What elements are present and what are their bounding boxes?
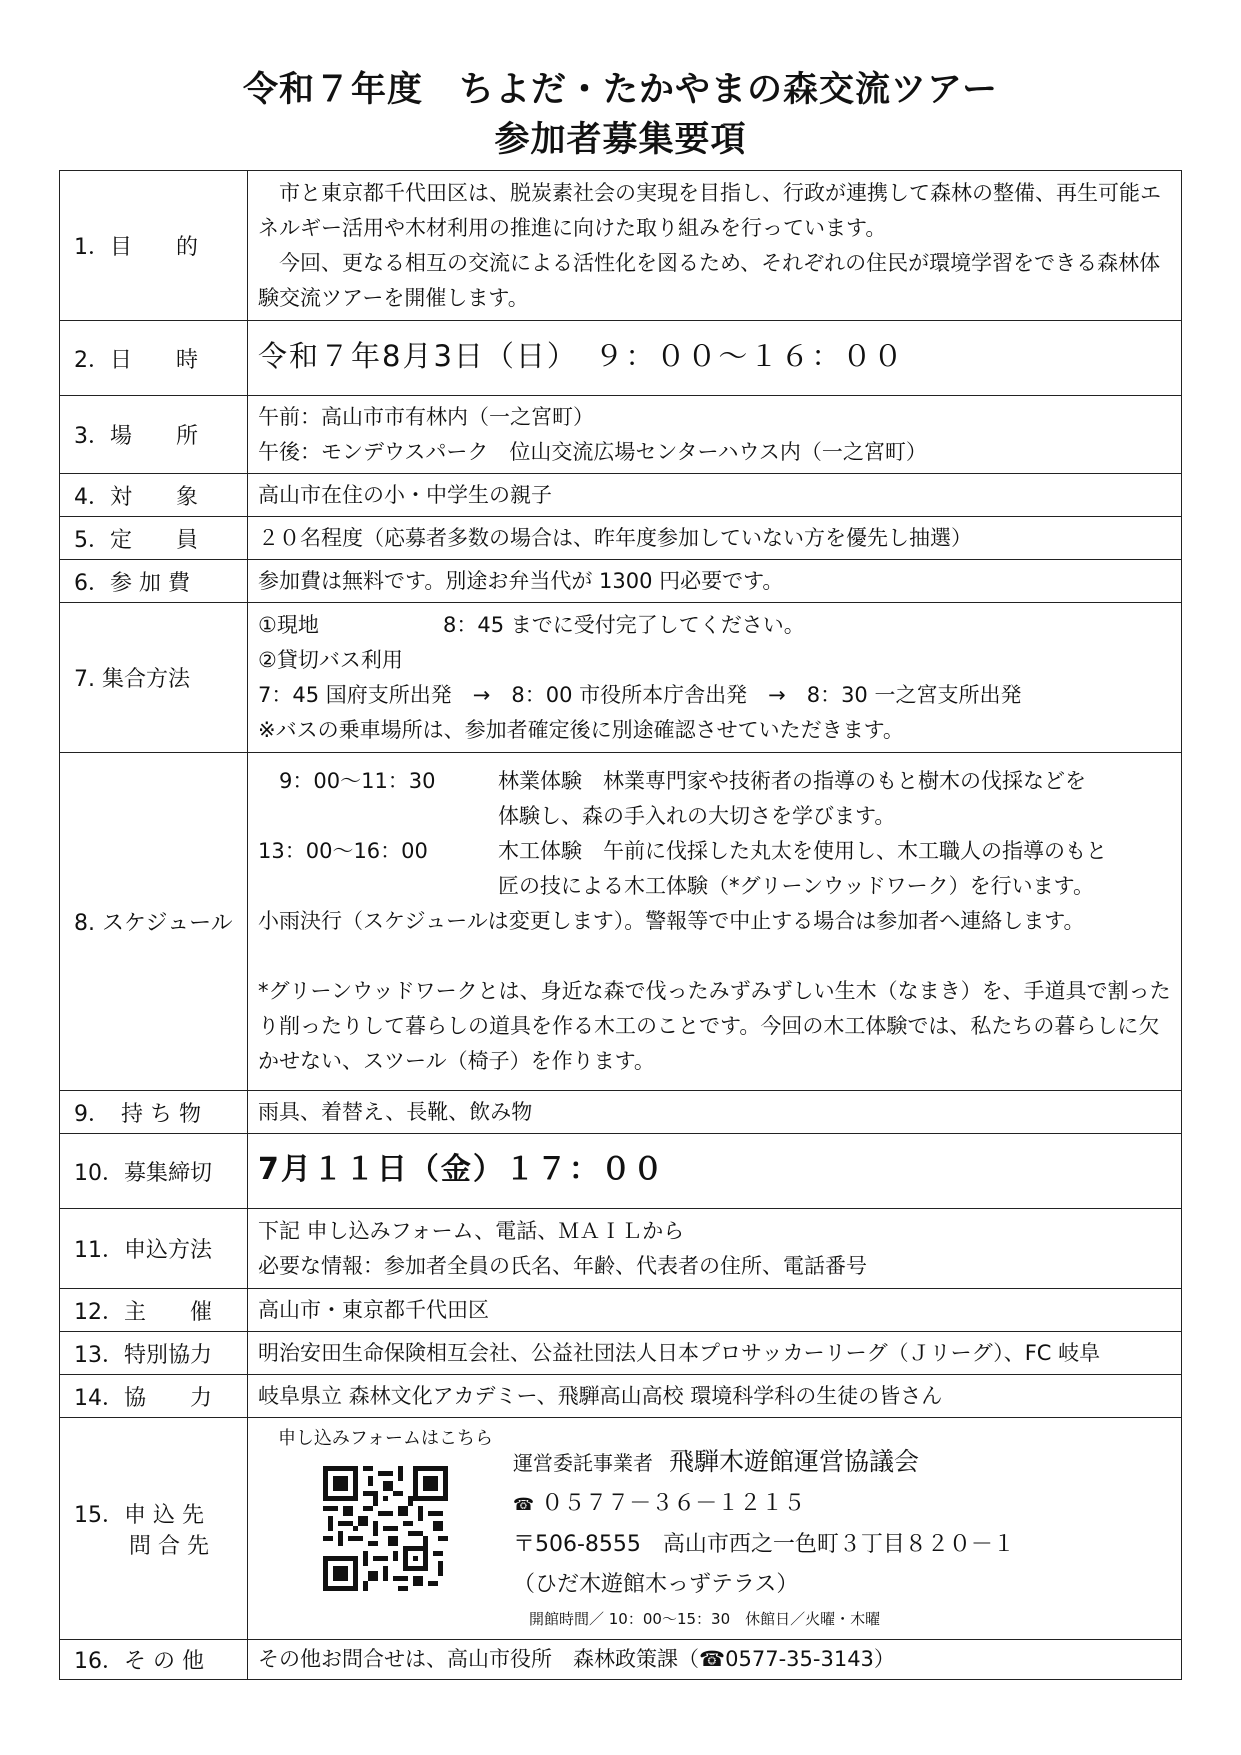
schedule-item xyxy=(258,834,1171,869)
row-label: 9． 持 ち 物 xyxy=(74,1101,201,1127)
application-methods: 下記 申し込みフォーム、電話、ＭＡＩＬから xyxy=(258,1218,685,1243)
meeting-onsite-time: 8：45 までに受付完了してください。 xyxy=(443,612,805,637)
row-target xyxy=(60,474,1182,517)
row-label: 13．特別協力 xyxy=(74,1342,212,1368)
row-label: 3．場 所 xyxy=(74,424,198,449)
organizer-office xyxy=(513,1442,1171,1484)
row-contact xyxy=(60,1418,1182,1640)
row-label: 14．協 力 xyxy=(74,1385,212,1411)
row-label: 15．申 込 先 xyxy=(74,1502,204,1528)
target-text: 高山市在住の小・中学生の親子 xyxy=(258,482,552,507)
qr-caption: 申し込みフォームはこちら xyxy=(277,1428,494,1449)
schedule-desc-cont: 匠の技による木工体験（*グリーンウッドワーク）を行います。 xyxy=(498,874,1094,898)
schedule-desc: 林業体験 林業専門家や技術者の指導のもと樹木の伐採などを xyxy=(498,769,1086,793)
row-label: 7. 集合方法 xyxy=(74,667,190,692)
guidelines-table xyxy=(59,170,1182,1680)
meeting-note: ※バスの乗車場所は、参加者確定後に別途確認させていただきます。 xyxy=(258,717,904,742)
contact-building: （ひだ木遊館木っずテラス） xyxy=(513,1572,799,1597)
row-organizer xyxy=(60,1289,1182,1332)
row-label: 4．対 象 xyxy=(74,484,198,510)
org-role: 運営委託事業者 xyxy=(513,1451,653,1475)
row-label: 8. スケジュール xyxy=(74,911,233,936)
org-name: 飛騨木遊館運営協議会 xyxy=(669,1447,920,1476)
row-label: 16．そ の 他 xyxy=(74,1649,204,1674)
purpose-text-2: 今回、更なる相互の交流による活性化を図るため、それぞれの住民が環境学習をできる森林体験交流ツアーを開催します。 xyxy=(258,250,1161,310)
row-label-2: 問 合 先 xyxy=(129,1533,209,1559)
event-datetime: 令和７年8月3日（日） ９：００～１６：００ xyxy=(258,339,905,373)
place-afternoon: 午後：モンデウスパーク 位山交流広場センターハウス内（一之宮町） xyxy=(258,439,927,464)
phone-number: ０５７７－３６－１２１５ xyxy=(541,1491,806,1516)
row-label: 11．申込方法 xyxy=(74,1238,212,1263)
schedule-item xyxy=(258,764,1171,799)
row-label: 6．参 加 費 xyxy=(74,570,190,596)
application-required-info: 必要な情報：参加者全員の氏名、年齢、代表者の住所、電話番号 xyxy=(258,1253,867,1278)
deadline-text: 7月１１日（金）１７：００ xyxy=(258,1152,665,1187)
contact-phone xyxy=(513,1484,1171,1525)
place-morning: 午前：高山市市有林内（一之宮町） xyxy=(258,404,594,429)
row-cooperation xyxy=(60,1375,1182,1418)
row-other xyxy=(60,1640,1182,1680)
row-fee xyxy=(60,560,1182,603)
document-title: 令和７年度 ちよだ・たかやまの森交流ツアー xyxy=(243,70,998,110)
row-schedule xyxy=(60,753,1182,1091)
phone-icon: ☎ xyxy=(513,1495,535,1515)
schedule-weather-note: 小雨決行（スケジュールは変更します）。警報等で中止する場合は参加者へ連絡します。 xyxy=(258,909,1085,933)
row-application xyxy=(60,1209,1182,1289)
row-label: 10．募集締切 xyxy=(74,1160,212,1186)
schedule-desc-cont: 体験し、森の手入れの大切さを学びます。 xyxy=(498,804,896,828)
other-inquiry-text: その他お問合せは、高山市役所 森林政策課（☎0577-35-3143） xyxy=(258,1647,895,1671)
schedule-time: 9：00～11：30 xyxy=(258,769,436,793)
cooperation-text: 岐阜県立 森林文化アカデミー、飛騨高山高校 環境科学科の生徒の皆さん xyxy=(258,1383,943,1408)
row-label: 12．主 催 xyxy=(74,1299,212,1325)
row-label: 2．日 時 xyxy=(74,347,198,373)
row-deadline xyxy=(60,1134,1182,1209)
purpose-text-1: 市と東京都千代田区は、脱炭素社会の実現を目指し、行政が連携して森林の整備、再生可能エネルギー活用や木材利用の推進に向けた取り組みを行っています。 xyxy=(258,180,1161,240)
meeting-onsite xyxy=(258,608,1171,643)
row-capacity xyxy=(60,517,1182,560)
row-belongings xyxy=(60,1091,1182,1134)
organizer-text: 高山市・東京都千代田区 xyxy=(258,1297,489,1322)
meeting-bus-route: 7：45 国府支所出発 → 8：00 市役所本庁舎出発 → 8：30 一之宮支所出発 xyxy=(258,682,1022,707)
contact-address: 〒506-8555 高山市西之一色町３丁目８２０－１ xyxy=(513,1532,1015,1557)
belongings-text: 雨具、着替え、長靴、飲み物 xyxy=(258,1099,533,1124)
meeting-onsite-label: ①現地 xyxy=(258,612,319,637)
capacity-text: ２０名程度（応募者多数の場合は、昨年度参加していない方を優先し抽選） xyxy=(258,525,972,550)
row-special-cooperation xyxy=(60,1332,1182,1375)
fee-text: 参加費は無料です。別途お弁当代が 1300 円必要です。 xyxy=(258,568,784,593)
application-form-qr-code[interactable] xyxy=(323,1466,448,1591)
row-purpose xyxy=(60,171,1182,321)
row-label: 1．目 的 xyxy=(74,235,198,260)
row-place xyxy=(60,396,1182,474)
row-meeting xyxy=(60,603,1182,753)
schedule-desc: 木工体験 午前に伐採した丸太を使用し、木工職人の指導のもと xyxy=(498,839,1107,863)
row-label: 5．定 員 xyxy=(74,527,198,553)
opening-hours: 開館時間／ 10：00～15：30 休館日／火曜・木曜 xyxy=(529,1610,881,1628)
meeting-bus: ②貸切バス利用 xyxy=(258,647,403,672)
special-cooperation-text: 明治安田生命保険相互会社、公益社団法人日本プロサッカーリーグ（Ｊリーグ）、FC 岐阜 xyxy=(258,1340,1101,1365)
document-subtitle: 参加者募集要項 xyxy=(494,120,747,160)
schedule-time: 13：00～16：00 xyxy=(258,839,428,863)
row-datetime xyxy=(60,321,1182,396)
schedule-gww-note: *グリーンウッドワークとは、身近な森で伐ったみずみずしい生木（なまき）を、手道具で割ったり削ったりして暮らしの道具を作る木工のことです。今回の木工体験では、私たちの暮らしに欠かせない、スツール（椅子）を作ります。 xyxy=(258,979,1171,1073)
